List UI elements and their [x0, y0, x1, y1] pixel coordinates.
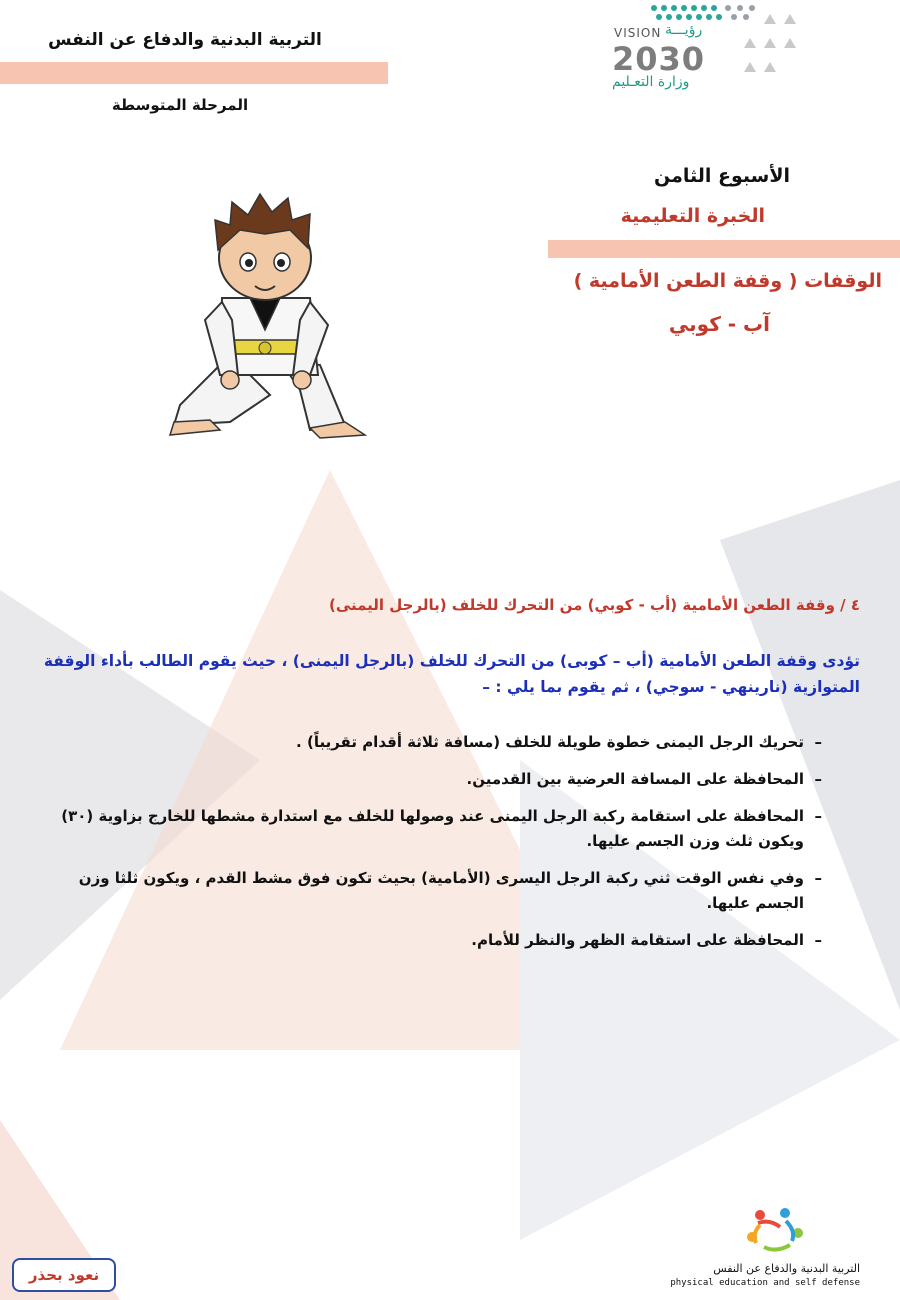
- section-intro: تؤدى وقفة الطعن الأمامية (أب – كوبى) من التحرك للخلف (بالرجل اليمنى) ، حيث يقوم الطالب بأداء الوقفة المتوازية (نارينهي - سوجي) ، ثم يقوم بما يلي : –: [43, 652, 860, 696]
- stage-label: المرحلة المتوسطة: [111, 96, 249, 114]
- subject-underline-bar: [0, 62, 388, 84]
- karate-boy-illustration: [160, 190, 380, 445]
- section-title: ٤ / وقفة الطعن الأمامية (أب - كوبي) من التحرك للخلف (بالرجل اليمنى): [328, 596, 860, 614]
- footer-label-english: physical education and self defense: [670, 1278, 860, 1288]
- experience-label: الخبرة التعليمية: [620, 205, 765, 227]
- list-item: [60, 767, 820, 792]
- list-item: [60, 928, 820, 953]
- step-text: تحريك الرجل اليمنى خطوة طويلة للخلف (مسافة ثلاثة أقدام تقريباً) .: [296, 733, 804, 751]
- back-with-caution-badge: نعود بحذر: [12, 1258, 116, 1292]
- bullet-dash: –: [814, 869, 822, 887]
- bullet-dash: –: [814, 733, 822, 751]
- footer-people-logo-icon: [740, 1205, 810, 1260]
- experience-underline-bar: [548, 240, 900, 258]
- steps-list: [60, 730, 820, 965]
- lesson-subtitle: آب - كوبي: [668, 312, 770, 336]
- lesson-title: الوقفات ( وقفة الطعن الأمامية ): [573, 270, 882, 292]
- subject-title: التربية البدنية والدفاع عن النفس: [48, 30, 322, 50]
- step-text: المحافظة على استقامة ركبة الرجل اليمنى عند وصولها للخلف مع استدارة مشطها للخارج بزاوية (٣٠) ويكون ثلث وزن الجسم عليها.: [61, 807, 804, 850]
- list-item: [60, 866, 820, 916]
- bullet-dash: –: [814, 931, 822, 949]
- step-text: وفي نفس الوقت ثني ركبة الرجل اليسرى (الأمامية) بحيث تكون فوق مشط القدم ، ويكون ثلثا وزن الجسم عليها.: [78, 869, 804, 912]
- vision-word: VISION: [614, 26, 662, 40]
- list-item: [60, 730, 820, 755]
- footer-label-arabic: التربية البدنية والدفاع عن النفس: [713, 1262, 860, 1275]
- ministry-label: وزارة التعـليم: [612, 74, 690, 90]
- step-text: المحافظة على المسافة العرضية بين القدمين.: [466, 770, 804, 788]
- week-label: الأسبوع الثامن: [653, 165, 790, 187]
- bullet-dash: –: [814, 807, 822, 825]
- list-item: [60, 804, 820, 854]
- decor-triangles-icon: [720, 8, 800, 88]
- step-text: المحافظة على استقامة الظهر والنظر للأمام.: [471, 931, 804, 949]
- vision-year: 2030: [612, 40, 706, 78]
- vision-arabic: رؤيـــة: [665, 22, 703, 38]
- bullet-dash: –: [814, 770, 822, 788]
